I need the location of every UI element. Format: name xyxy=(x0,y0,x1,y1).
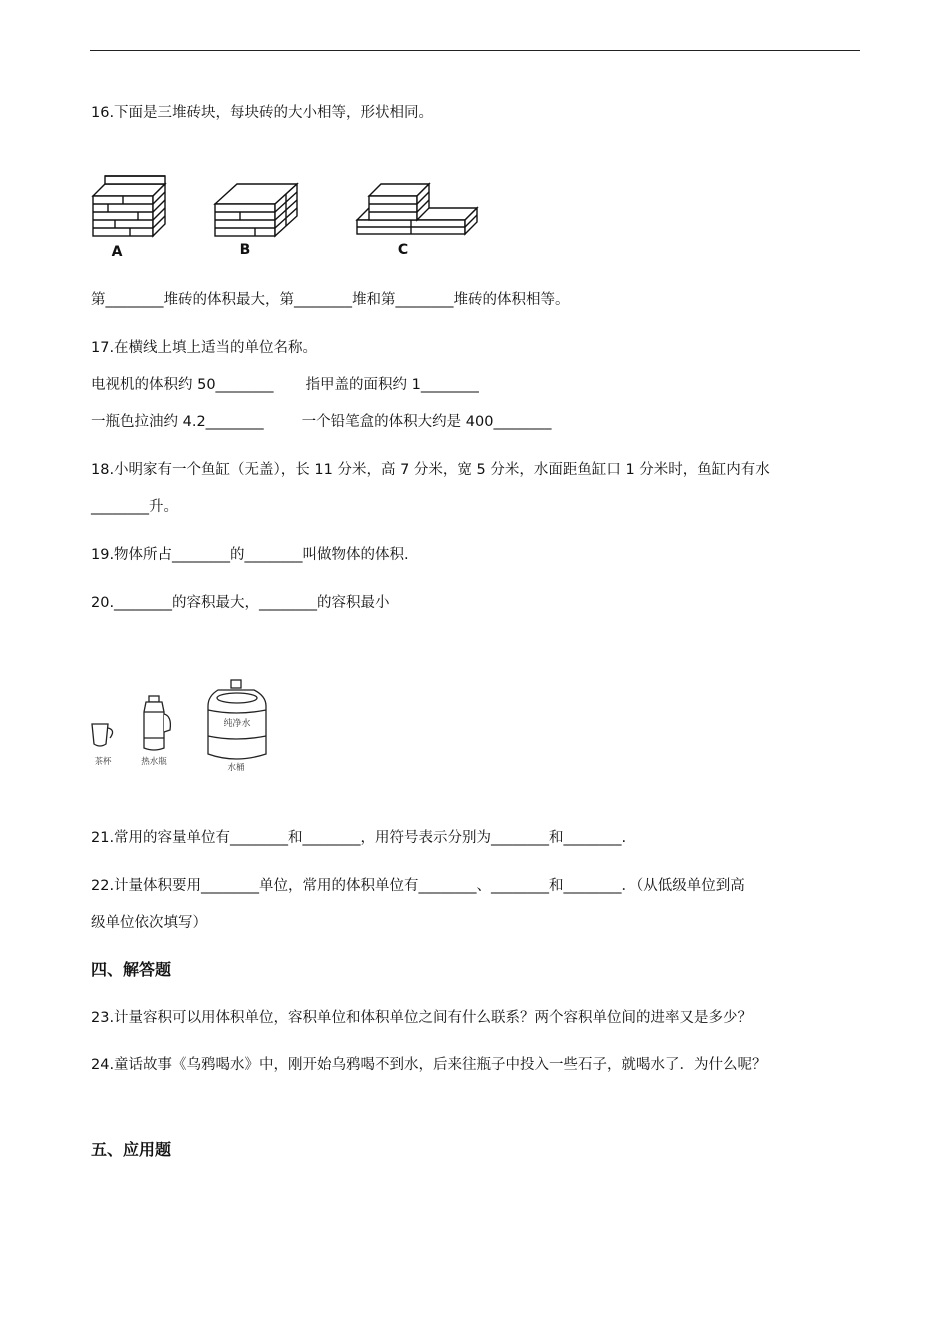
brick-stacks-figure xyxy=(90,168,482,260)
stack-label-b: B xyxy=(239,242,251,258)
teacup-label: 茶杯 xyxy=(94,757,112,767)
brick-stack-a xyxy=(93,176,165,236)
q22-line-1: 22.计量体积要用________单位，常用的体积单位有________、________和________．（从低级单位到高 xyxy=(91,878,745,894)
section-4-title: 四、解答题 xyxy=(91,960,172,979)
q16-answer: 第________堆砖的体积最大，第________堆和第________堆砖的体积相等。 xyxy=(91,292,570,308)
q17-prompt: 17.在横线上填上适当的单位名称。 xyxy=(91,340,318,356)
teacup-icon xyxy=(92,724,113,746)
thermos-label: 热水瓶 xyxy=(141,757,167,767)
q16-prompt: 16.下面是三堆砖块，每块砖的大小相等，形状相同。 xyxy=(91,105,434,121)
q17-item-nail: 指甲盖的面积约 1________ xyxy=(305,377,479,393)
thermos-icon xyxy=(144,696,170,750)
bucket-caption: 水桶 xyxy=(227,763,245,773)
section-5-title: 五、应用题 xyxy=(91,1140,172,1159)
q18-line-2: ________升。 xyxy=(91,499,178,515)
q17-row-2 xyxy=(91,412,551,432)
q24-text: 24.童话故事《乌鸦喝水》中，刚开始乌鸦喝不到水，后来往瓶子中投入一些石子，就喝水了．为什么呢？ xyxy=(91,1057,767,1073)
q17-item-oil: 一瓶色拉油约 4.2________ xyxy=(91,414,264,430)
q22-line-2: 级单位依次填写） xyxy=(91,915,207,931)
q17-row-1 xyxy=(91,375,479,395)
q18-line-1: 18.小明家有一个鱼缸（无盖），长 11 分米，高 7 分米，宽 5 分米，水面距鱼缸口 1 分米时，鱼缸内有水 xyxy=(91,462,770,478)
q17-item-pencilbox: 一个铅笔盒的体积大约是 400________ xyxy=(301,414,552,430)
header-rule xyxy=(90,50,860,51)
q21-text: 21.常用的容量单位有________和________，用符号表示分别为________和________. xyxy=(91,830,627,846)
q23-text: 23.计量容积可以用体积单位，容积单位和体积单位之间有什么联系？两个容积单位间的进率又是多少？ xyxy=(91,1010,753,1026)
q19-text: 19.物体所占________的________叫做物体的体积. xyxy=(91,547,409,563)
q17-item-tv: 电视机的体积约 50________ xyxy=(91,377,274,393)
brick-stack-b xyxy=(215,184,297,236)
containers-figure xyxy=(90,676,280,774)
q20-text: 20.________的容积最大，________的容积最小 xyxy=(91,595,390,611)
bucket-label: 纯净水 xyxy=(223,719,251,729)
stack-label-a: A xyxy=(111,244,123,260)
stack-label-c: C xyxy=(397,242,409,258)
brick-stack-c xyxy=(357,184,477,234)
